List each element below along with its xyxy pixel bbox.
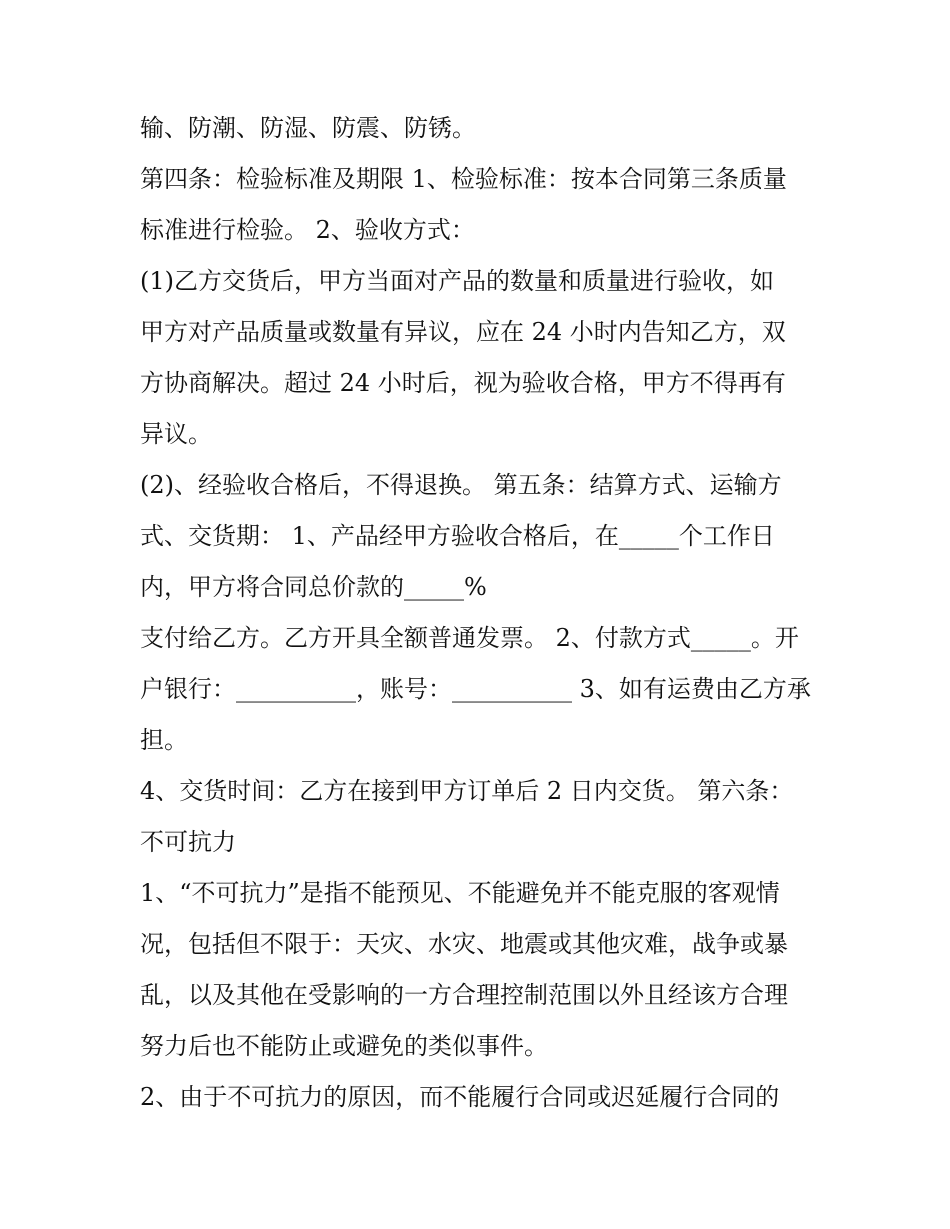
text-line: 标准进行检验。 2、验收方式： bbox=[140, 216, 475, 244]
text-line: 式、交货期： 1、产品经甲方验收合格后，在_____个工作日 bbox=[140, 522, 775, 550]
text-line: 况，包括但不限于：天灾、水灾、地震或其他灾难，战争或暴 bbox=[140, 930, 788, 958]
text-line: 异议。 bbox=[140, 420, 212, 448]
text-line: 甲方对产品质量或数量有异议，应在 24 小时内告知乙方，双 bbox=[140, 318, 786, 346]
text-line: 2、由于不可抗力的原因，而不能履行合同或迟延履行合同的 bbox=[140, 1083, 780, 1111]
text-line: 户银行：__________，账号：__________ 3、如有运费由乙方承 bbox=[140, 675, 811, 703]
text-line: 不可抗力 bbox=[140, 828, 236, 856]
text-line: 支付给乙方。乙方开具全额普通发票。 2、付款方式_____。开 bbox=[140, 624, 799, 652]
text-line: 第四条：检验标准及期限 1、检验标准：按本合同第三条质量 bbox=[140, 165, 787, 193]
text-line: 1、“不可抗力”是指不能预见、不能避免并不能克服的客观情 bbox=[140, 879, 780, 907]
text-line: (1)乙方交货后，甲方当面对产品的数量和质量进行验收，如 bbox=[140, 267, 774, 295]
text-line: 努力后也不能防止或避免的类似事件。 bbox=[140, 1032, 548, 1060]
text-line: 4、交货时间：乙方在接到甲方订单后 2 日内交货。 第六条： bbox=[140, 777, 794, 805]
text-line: 乱，以及其他在受影响的一方合理控制范围以外且经该方合理 bbox=[140, 981, 788, 1009]
text-line: 内，甲方将合同总价款的_____% bbox=[140, 573, 487, 601]
text-line: 输、防潮、防湿、防震、防锈。 bbox=[140, 114, 476, 142]
document-body bbox=[140, 103, 820, 1123]
text-line: 担。 bbox=[140, 726, 188, 754]
text-line: 方协商解决。超过 24 小时后，视为验收合格，甲方不得再有 bbox=[140, 369, 786, 397]
text-line: (2)、经验收合格后，不得退换。 第五条：结算方式、运输方 bbox=[140, 471, 782, 499]
